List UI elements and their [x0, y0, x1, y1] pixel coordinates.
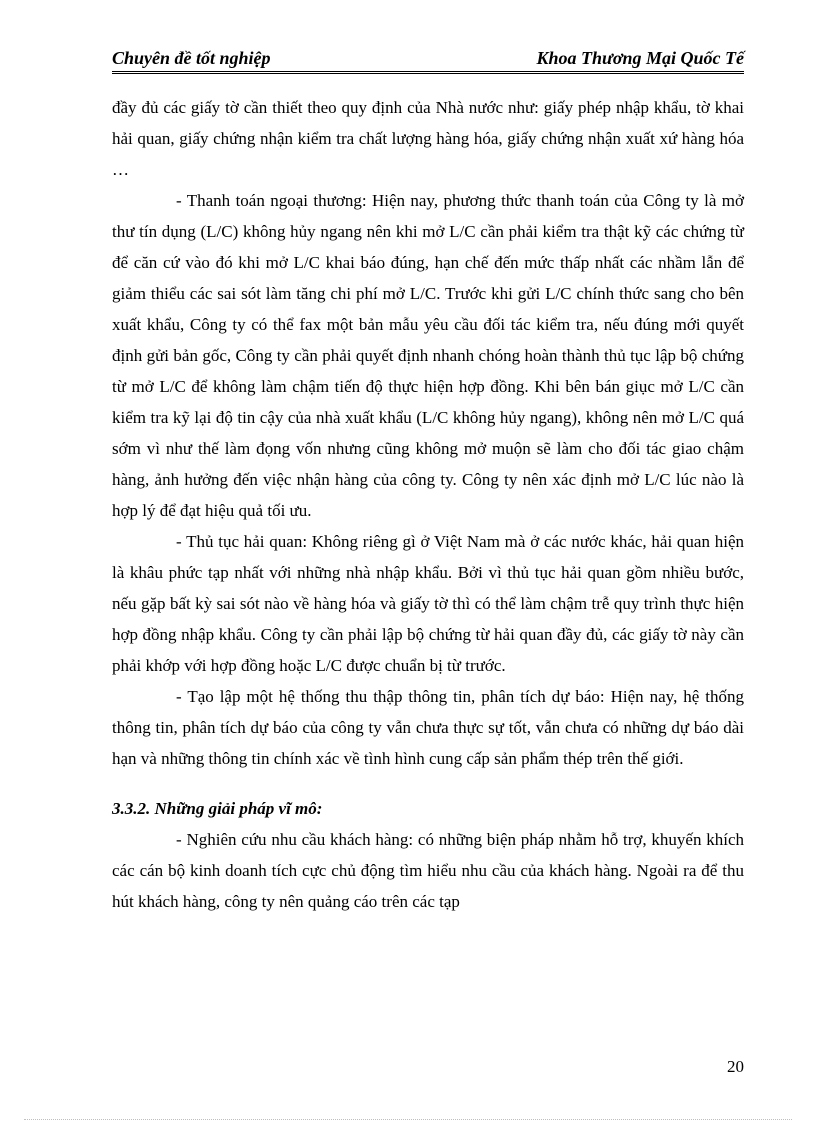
body-text: [112, 92, 744, 917]
footer-divider: [24, 1119, 792, 1120]
header-right-title: Khoa Thương Mại Quốc Tế: [536, 48, 744, 68]
paragraph-customs: - Thủ tục hải quan: Không riêng gì ở Việt Nam mà ở các nước khác, hải quan hiện là khâu phức tạp nhất với những nhà nhập khẩu. Bởi vì thủ tục hải quan gồm nhiều bước, nếu gặp bất kỳ sai sót nào về hàng hóa và giấy tờ thì có thể làm chậm trễ quy trình thực hiện hợp đồng nhập khẩu. Công ty cần phải lập bộ chứng từ hải quan đầy đủ, các giấy tờ này cần phải khớp với hợp đồng hoặc L/C được chuẩn bị từ trước.: [112, 532, 744, 675]
paragraph-payment: - Thanh toán ngoại thương: Hiện nay, phương thức thanh toán của Công ty là mở thư tín dụng (L/C) không hủy ngang nên khi mở L/C cần phải kiểm tra thật kỹ các chứng từ để căn cứ vào đó khi mở L/C khai báo đúng, hạn chế đến mức thấp nhất các nhầm lẫn để giảm thiểu các sai sót làm tăng chi phí mở L/C. Trước khi gửi L/C chính thức sang cho bên xuất khẩu, Công ty có thể fax một bản mẫu yêu cầu đối tác kiểm tra, nếu đúng mới quyết định gửi bản gốc, Công ty cần phải quyết định nhanh chóng hoàn thành thủ tục lập bộ chứng từ mở L/C để không làm chậm tiến độ thực hiện hợp đồng. Khi bên bán giục mở L/C cần kiểm tra kỹ lại độ tin cậy của nhà xuất khẩu (L/C không hủy ngang), không nên mở L/C quá sớm vì như thế làm đọng vốn nhưng cũng không mở muộn sẽ làm cho đối tác giao chậm hàng, ảnh hưởng đến việc nhận hàng của công ty. Công ty nên xác định mở L/C lúc nào là hợp lý để đạt hiệu quả tối ưu.: [112, 191, 744, 520]
paragraph-information-system: - Tạo lập một hệ thống thu thập thông tin, phân tích dự báo: Hiện nay, hệ thống thông tin, phân tích dự báo của công ty vẫn chưa thực sự tốt, vẫn chưa có những dự báo dài hạn và những thông tin chính xác về tình hình cung cấp sản phẩm thép trên thế giới.: [112, 687, 744, 768]
paragraph-customer-research: - Nghiên cứu nhu cầu khách hàng: có những biện pháp nhằm hỗ trợ, khuyến khích các cán bộ kinh doanh tích cực chủ động tìm hiểu nhu cầu của khách hàng. Ngoài ra để thu hút khách hàng, công ty nên quảng cáo trên các tạp: [112, 830, 744, 911]
page-header: [112, 46, 744, 74]
section-heading: 3.3.2. Những giải pháp vĩ mô:: [112, 799, 323, 818]
header-left-title: Chuyên đề tốt nghiệp: [112, 48, 271, 68]
paragraph-continuation: đầy đủ các giấy tờ cần thiết theo quy định của Nhà nước như: giấy phép nhập khẩu, tờ khai hải quan, giấy chứng nhận kiểm tra chất lượng hàng hóa, giấy chứng nhận xuất xứ hàng hóa …: [112, 98, 744, 179]
page-number: 20: [727, 1057, 744, 1076]
